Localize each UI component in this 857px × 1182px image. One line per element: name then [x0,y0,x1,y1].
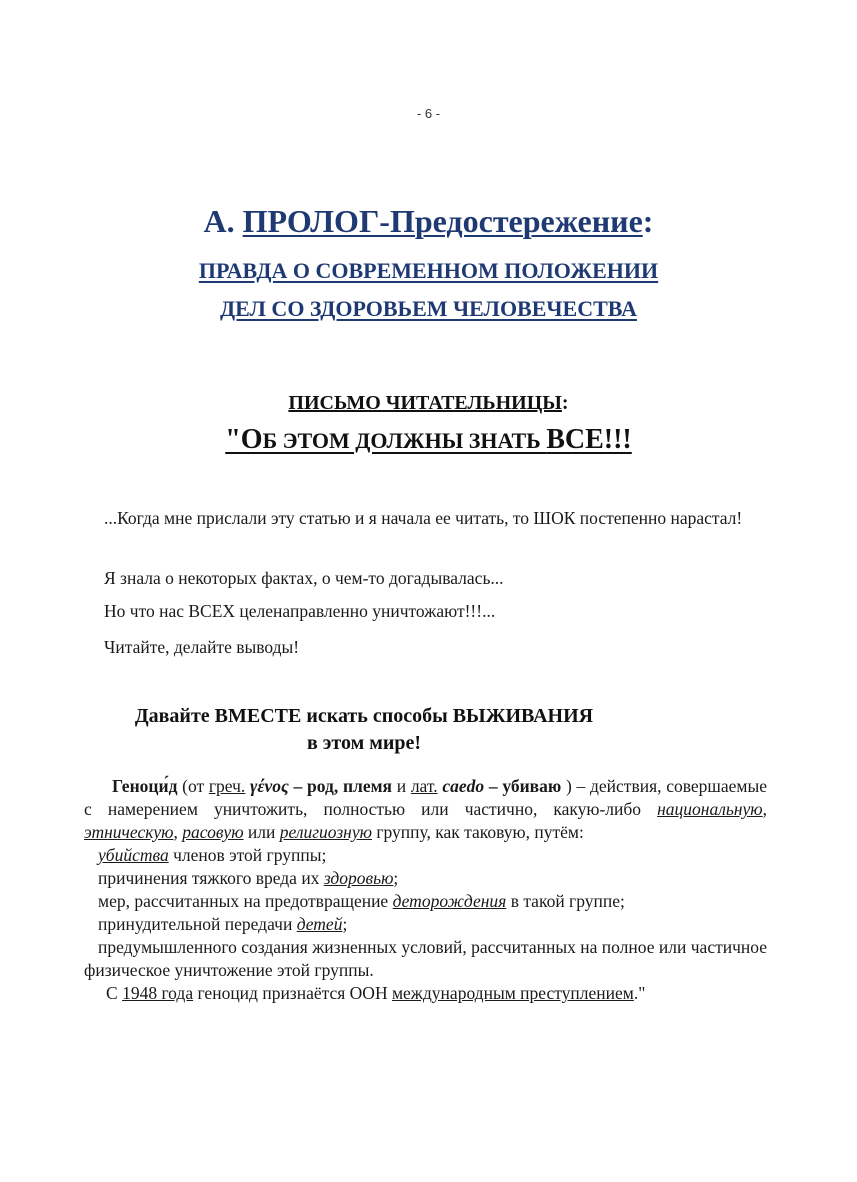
greek-meaning: – род, племя [288,776,393,796]
genocide-term: Геноци́д [112,776,178,796]
national-link[interactable]: национальную [657,799,763,819]
racial-link[interactable]: расовую [182,822,244,842]
letter-label-colon: : [561,392,569,414]
headline-end: ВСЕ!!! [546,424,632,455]
genocide-item: убийства членов этой группы; [98,845,327,865]
headline-quote: "О [225,424,263,455]
genocide-paragraph: Геноци́д (от греч. γένος – род, племя и лат. caedo – убиваю ) – действия, совершаемые с намерением уничтожить, полностью или частично, какую-либо национальную, этническую, расовую или религиозную группу, как таковую, путём: [84,776,768,842]
call-to-action-line-2: в этом мире! [306,732,422,754]
letter-headline [0,424,857,456]
year-1948-link[interactable]: 1948 года [122,983,194,1003]
health-link[interactable]: здоровью [323,868,394,888]
letter-paragraph: Я знала о некоторых фактах, о чем-то догадывалась... [104,568,504,588]
letter-paragraph: Читайте, делайте выводы! [104,637,300,657]
section-title-text: ПРОЛОГ-Предостережение [242,203,643,239]
section-title-prefix: А. [203,203,243,239]
latin-meaning: – убиваю [484,776,562,796]
genocide-item: предумышленного создания жизненных условий, рассчитанных на полное или частичное физическое уничтожение этой группы. [84,937,767,980]
latin-abbr-link[interactable]: лат. [410,776,438,796]
letter-label [0,392,857,415]
letter-paragraph: ...Когда мне прислали эту статью и я начала ее читать, то ШОК постепенно нарастал! [104,508,743,528]
letter-label-text: ПИСЬМО ЧИТАТЕЛЬНИЦЫ [288,392,562,414]
children-link[interactable]: детей [296,914,343,934]
headline-rest: Б ЭТОМ ДОЛЖНЫ ЗНАТЬ [262,428,547,453]
subtitle-line-2: ДЕЛ СО ЗДОРОВЬЕМ ЧЕЛОВЕЧЕСТВА [220,296,637,321]
greek-abbr-link[interactable]: греч. [208,776,246,796]
section-title [0,203,857,240]
genocide-definition [84,775,767,1005]
letter-paragraph: Но что нас ВСЕХ целенаправленно уничтожают!!!... [104,601,496,621]
genocide-item: мер, рассчитанных на предотвращение деторождения в такой группе; [98,891,625,911]
section-title-colon: : [642,203,654,239]
genocide-closing: С 1948 года геноцид признаётся ООН международным преступлением." [106,983,646,1003]
greek-word: γένος [250,776,289,796]
subtitle-line-1: ПРАВДА О СОВРЕМЕННОМ ПОЛОЖЕНИИ [198,258,659,283]
childbirth-link[interactable]: деторождения [392,891,507,911]
international-crime-link[interactable]: международным преступлением [391,983,634,1003]
ethnic-link[interactable]: этническую [84,822,174,842]
religious-link[interactable]: религиозную [279,822,372,842]
killing-link[interactable]: убийства [98,845,169,865]
latin-word: caedo [442,776,485,796]
genocide-item: принудительной передачи детей; [98,914,348,934]
page-number: - 6 - [416,106,441,121]
genocide-item: причинения тяжкого вреда их здоровью; [98,868,399,888]
call-to-action-line-1: Давайте ВМЕСТЕ искать способы ВЫЖИВАНИЯ [134,705,594,727]
